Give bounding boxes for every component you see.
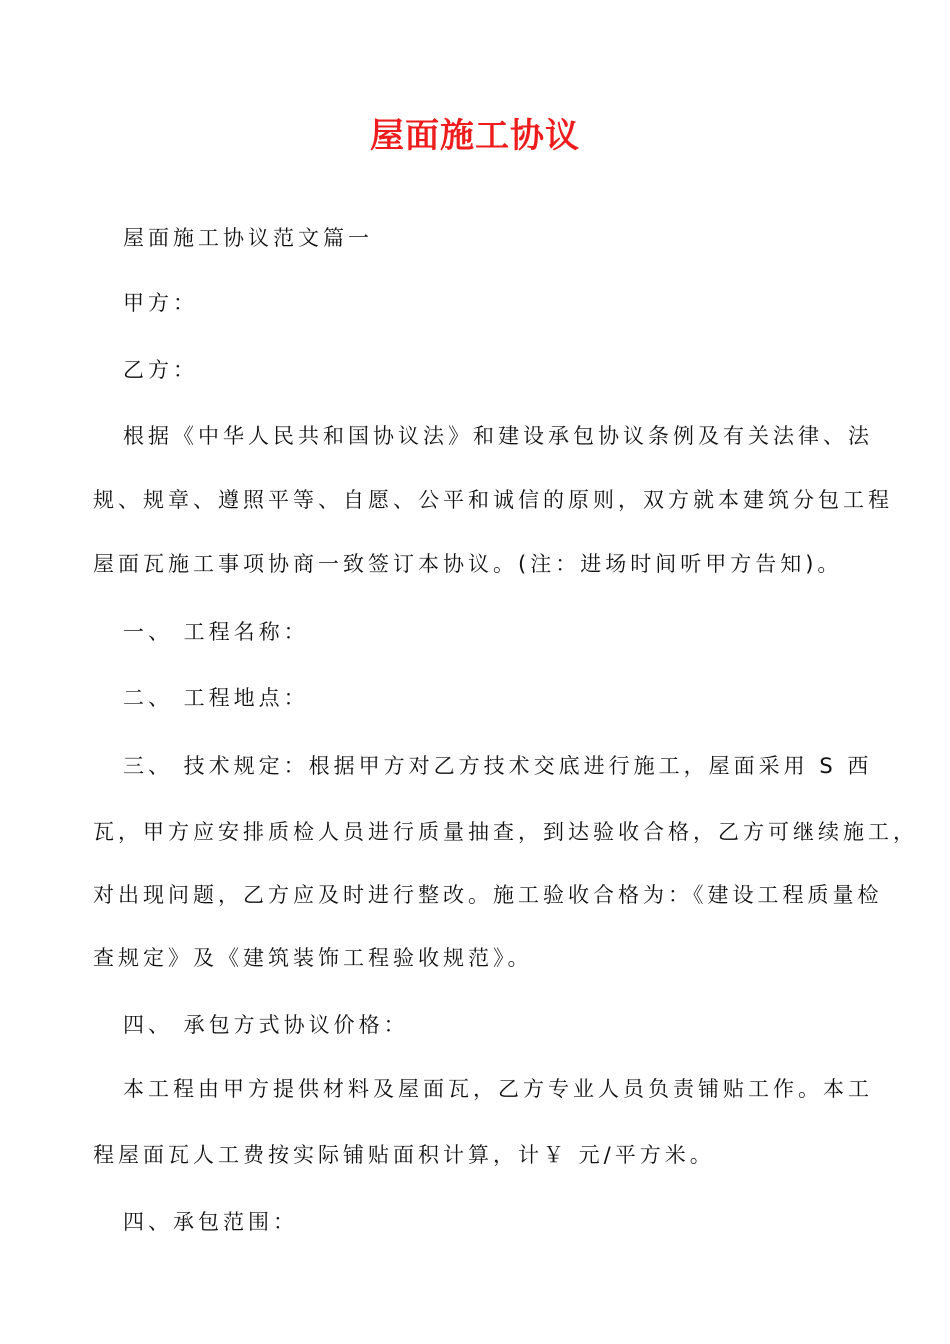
clause-project-location: 二、 工程地点： (123, 686, 309, 710)
clause-contract-method: 四、 承包方式协议价格： (123, 1013, 409, 1037)
document-title: 屋面施工协议 (370, 116, 580, 156)
paragraph-line: 本工程由甲方提供材料及屋面瓦，乙方专业人员负责铺贴工作。本工 (123, 1077, 873, 1101)
paragraph-line: 根据《中华人民共和国协议法》和建设承包协议条例及有关法律、法 (123, 424, 873, 448)
paragraph-line: 对出现问题，乙方应及时进行整改。施工验收合格为：《建设工程质量检 (93, 883, 883, 907)
paragraph-line: 查规定》及《建筑装饰工程验收规范》。 (93, 946, 533, 970)
clause-contract-scope: 四、承包范围： (123, 1210, 298, 1234)
paragraph-line: 瓦，甲方应安排质检人员进行质量抽查，到达验收合格，乙方可继续施工， (93, 820, 918, 844)
paragraph-line: 屋面瓦施工事项协商一致签订本协议。(注：进场时间听甲方告知)。 (93, 552, 843, 576)
party-b-label: 乙方： (123, 358, 198, 382)
clause-project-name: 一、 工程名称： (123, 620, 309, 644)
paragraph-line: 规、规章、遵照平等、自愿、公平和诚信的原则，双方就本建筑分包工程 (93, 488, 893, 512)
party-a-label: 甲方： (123, 291, 198, 315)
paragraph-line: 三、 技术规定：根据甲方对乙方技术交底进行施工，屋面采用 S 西 (123, 754, 873, 778)
paragraph-line: 程屋面瓦人工费按实际铺贴面积计算，计￥ 元/平方米。 (93, 1143, 715, 1167)
section-heading: 屋面施工协议范文篇一 (123, 226, 373, 250)
